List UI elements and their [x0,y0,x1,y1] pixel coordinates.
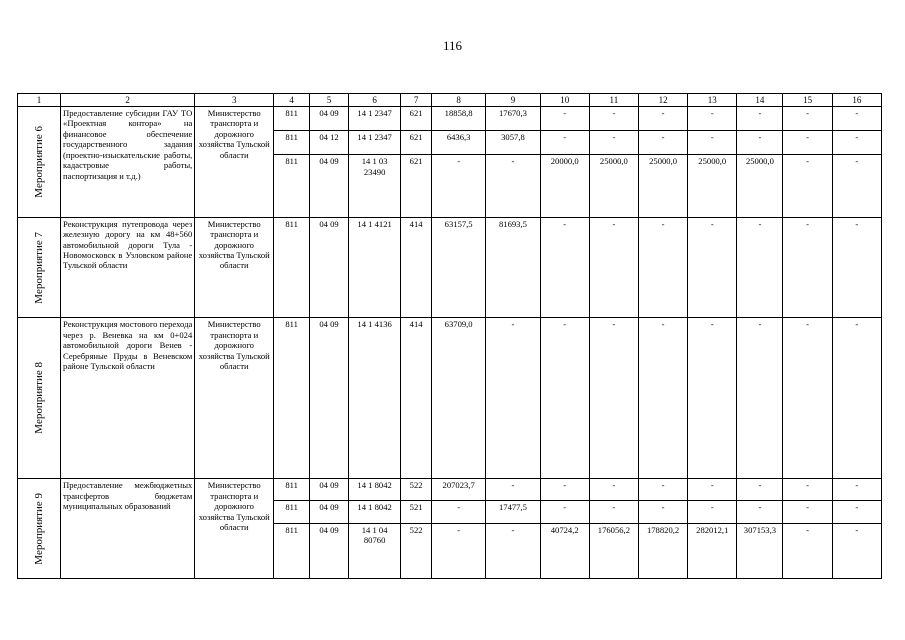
table-cell: - [688,479,737,501]
table-cell: 25000,0 [638,155,687,217]
col-header: 10 [540,94,589,107]
table-cell: 521 [401,501,432,523]
table-cell: - [431,501,485,523]
table-cell: 04 09 [310,155,349,217]
col-header: 2 [61,94,195,107]
table-cell: 14 1 4136 [348,318,400,479]
table-cell: - [486,523,540,578]
page-number: 116 [442,38,463,53]
table-cell: 63157,5 [431,217,485,318]
table-cell: - [737,131,783,155]
table-cell: - [638,479,687,501]
table-cell: 811 [274,523,310,578]
table-cell: 621 [401,107,432,131]
table-cell: 282012,1 [688,523,737,578]
table-cell: - [737,318,783,479]
table-cell: 14 1 4121 [348,217,400,318]
activity-label: Мероприятие 7 [18,217,61,318]
responsible-executor: Министерство транспорта и дорожного хозяйства Тульской области [195,318,274,479]
table-cell: 04 09 [310,523,349,578]
table-cell: - [486,479,540,501]
table-cell: 522 [401,479,432,501]
col-header: 6 [348,94,400,107]
table-cell: - [783,107,832,131]
table-cell: - [783,523,832,578]
table-cell: 811 [274,479,310,501]
table-cell: 81693,5 [486,217,540,318]
activity-label: Мероприятие 8 [18,318,61,479]
table-row [18,479,882,501]
col-header: 3 [195,94,274,107]
col-header: 11 [589,94,638,107]
col-header: 1 [18,94,61,107]
table-cell: 17477,5 [486,501,540,523]
table-cell: - [832,479,881,501]
table-cell: 17670,3 [486,107,540,131]
table-cell: 25000,0 [737,155,783,217]
table-cell: 63709,0 [431,318,485,479]
table-cell: - [688,217,737,318]
col-header: 12 [638,94,687,107]
table-cell: - [832,107,881,131]
header-row [18,94,882,107]
table-cell: - [431,523,485,578]
table-cell: 25000,0 [688,155,737,217]
col-header: 9 [486,94,540,107]
table-row [18,107,882,131]
table-cell: 04 09 [310,107,349,131]
table-cell: 04 12 [310,131,349,155]
table-cell: - [832,155,881,217]
table-cell: 20000,0 [540,155,589,217]
table-cell: 14 1 03 23490 [348,155,400,217]
table-cell: 207023,7 [431,479,485,501]
table-cell: 3057,8 [486,131,540,155]
table-cell: 14 1 8042 [348,501,400,523]
table-cell: - [688,501,737,523]
responsible-executor: Министерство транспорта и дорожного хозяйства Тульской области [195,217,274,318]
table-cell: 811 [274,217,310,318]
table-cell: 811 [274,107,310,131]
table-cell: 14 1 04 80760 [348,523,400,578]
responsible-executor: Министерство транспорта и дорожного хозяйства Тульской области [195,107,274,218]
table-cell: 14 1 2347 [348,131,400,155]
table-cell: - [832,131,881,155]
table-cell: - [688,107,737,131]
table-cell: 178820,2 [638,523,687,578]
activity-description: Предоставление межбюджетных трансфертов бюджетам муниципальных образований [61,479,195,579]
table-cell: - [638,318,687,479]
col-header: 15 [783,94,832,107]
table-cell: 14 1 2347 [348,107,400,131]
table-cell: - [737,107,783,131]
col-header: 16 [832,94,881,107]
table-cell: - [638,107,687,131]
table-row [18,217,882,318]
table-cell: - [832,318,881,479]
table-cell: 04 09 [310,479,349,501]
table-cell: - [688,131,737,155]
table-cell: - [783,318,832,479]
activity-description: Реконструкция мостового перехода через р. Веневка на км 0+024 автомобильной дороги Венев - Серебряные Пруды в Веневском районе Тульской области [61,318,195,479]
table-cell: 18858,8 [431,107,485,131]
table-cell: - [783,217,832,318]
table-cell: 307153,3 [737,523,783,578]
table-cell: - [540,479,589,501]
table-cell: - [783,155,832,217]
activity-label: Мероприятие 9 [18,479,61,579]
table-cell: - [540,501,589,523]
table-cell: 621 [401,155,432,217]
activity-label: Мероприятие 6 [18,107,61,218]
table-cell: 6436,3 [431,131,485,155]
budget-table [17,93,882,579]
table-cell: - [638,131,687,155]
table-cell: - [783,501,832,523]
table-cell: - [589,131,638,155]
table-cell: - [589,501,638,523]
table-cell: 414 [401,318,432,479]
table-cell: 04 09 [310,318,349,479]
table-cell: - [783,131,832,155]
table-cell: - [638,501,687,523]
table-cell: 811 [274,155,310,217]
table-cell: - [832,523,881,578]
table-cell: - [540,131,589,155]
table-cell: - [486,318,540,479]
table-cell: - [540,217,589,318]
table-cell: - [486,155,540,217]
table-row [18,318,882,479]
table-cell: 811 [274,131,310,155]
table-cell: 811 [274,318,310,479]
table-cell: 04 09 [310,217,349,318]
table-cell: 522 [401,523,432,578]
table-cell: 811 [274,501,310,523]
activity-description: Предоставление субсидии ГАУ ТО «Проектная контора» на финансовое обеспечение государственного задания (проектно-изыскательские работы, кадастровые работы, паспортизация и т.д.) [61,107,195,218]
table-cell: 414 [401,217,432,318]
activity-description: Реконструкция путепровода через железную дорогу на км 48+560 автомобильной дороги Тула - Новомосковск в Узловском районе Тульской области [61,217,195,318]
col-header: 14 [737,94,783,107]
table-cell: - [431,155,485,217]
table-cell: 621 [401,131,432,155]
col-header: 4 [274,94,310,107]
responsible-executor: Министерство транспорта и дорожного хозяйства Тульской области [195,479,274,579]
table-cell: 04 09 [310,501,349,523]
table-cell: - [832,217,881,318]
col-header: 8 [431,94,485,107]
table-cell: - [737,217,783,318]
table-cell: 25000,0 [589,155,638,217]
table-cell: 176056,2 [589,523,638,578]
table-cell: - [540,318,589,479]
col-header: 13 [688,94,737,107]
table-cell: - [589,107,638,131]
table-cell: - [737,501,783,523]
col-header: 5 [310,94,349,107]
table-cell: - [737,479,783,501]
table-cell: - [540,107,589,131]
table-cell: - [589,479,638,501]
table-cell: 40724,2 [540,523,589,578]
table-cell: - [832,501,881,523]
col-header: 7 [401,94,432,107]
table-cell: - [589,318,638,479]
table-cell: - [783,479,832,501]
table-cell: - [589,217,638,318]
table-cell: 14 1 8042 [348,479,400,501]
table-cell: - [688,318,737,479]
table-cell: - [638,217,687,318]
